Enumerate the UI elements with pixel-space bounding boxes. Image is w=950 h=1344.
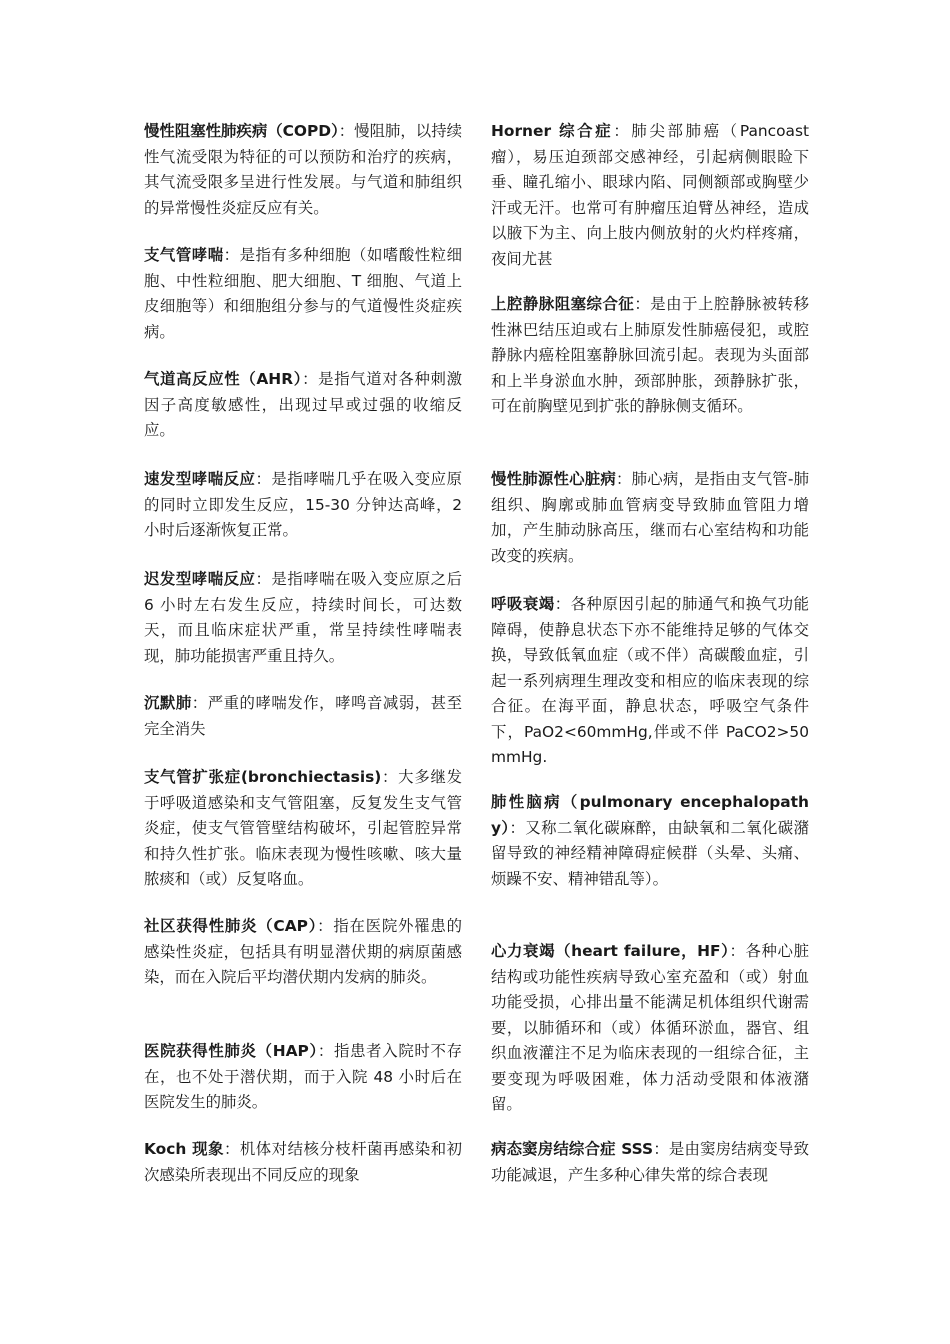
entry-term: 呼吸衰竭 (491, 595, 555, 613)
entry-definition: ：肺心病，是指由支气管-肺组织、胸廓或肺血管病变导致肺血管阻力增加，产生肺动脉高压，继而右心室结构和功能改变的疾病。 (491, 470, 809, 565)
glossary-entry-cap (144, 914, 462, 991)
entry-definition: ：是指哮喘在吸入变应原之后 6 小时左右发生反应，持续时间长，可达数天，而且临床症状严重，常呈持续性哮喘表现，肺功能损害严重且持久。 (144, 570, 462, 665)
entry-term: 沉默肺 (144, 694, 192, 712)
entry-term: 肺性脑病（pulmonary encephalopathy） (491, 793, 809, 837)
entry-term: Horner 综合症 (491, 122, 614, 140)
glossary-entry-pulmonary-encephalopathy (491, 790, 809, 892)
entry-definition: ：指在医院外罹患的感染性炎症，包括具有明显潜伏期的病原菌感染，而在入院后平均潜伏期内发病的肺炎。 (144, 917, 462, 986)
glossary-entry-asthma (144, 243, 462, 345)
entry-definition: ：是由于上腔静脉被转移性淋巴结压迫或右上肺原发性肺癌侵犯，或腔静脉内癌栓阻塞静脉回流引起。表现为头面部和上半身淤血水肿，颈部肿胀，颈静脉扩张，可在前胸壁见到扩张的静脉侧支循环。 (491, 295, 809, 415)
entry-term: 气道高反应性（AHR） (144, 370, 303, 388)
entry-definition: ：肺尖部肺癌（Pancoast 瘤），易压迫颈部交感神经，引起病侧眼睑下垂、瞳孔缩小、眼球内陷、同侧额部或胸壁少汗或无汗。也常可有肿瘤压迫臂丛神经，造成以腋下为主、向上肢内侧放射的火灼样疼痛，夜间尤甚 (491, 122, 809, 268)
glossary-entry-koch (144, 1137, 462, 1188)
glossary-entry-sss (491, 1137, 809, 1188)
glossary-entry-copd (144, 119, 462, 221)
glossary-entry-horner (491, 119, 809, 272)
entry-definition: ：各种心脏结构或功能性疾病导致心室充盈和（或）射血功能受损，心排出量不能满足机体组织代谢需要，以肺循环和（或）体循环淤血，器官、组织血液灌注不足为临床表现的一组综合征，主要变现为呼吸困难，体力活动受限和体液潴留。 (491, 942, 809, 1113)
entry-term: 速发型哮喘反应 (144, 470, 256, 488)
entry-term: 迟发型哮喘反应 (144, 570, 256, 588)
entry-definition: ：大多继发于呼吸道感染和支气管阻塞，反复发生支气管炎症，使支气管管壁结构破坏，引起管腔异常和持久性扩张。临床表现为慢性咳嗽、咳大量脓痰和（或）反复咯血。 (144, 768, 462, 888)
glossary-entry-immediate-asthma (144, 467, 462, 544)
entry-term: 医院获得性肺炎（HAP） (144, 1042, 318, 1060)
entry-definition: ：是由窦房结病变导致功能减退，产生多种心律失常的综合表现 (491, 1140, 809, 1184)
glossary-entry-cor-pulmonale (491, 467, 809, 569)
entry-term: 支气管扩张症(bronchiectasis) (144, 768, 382, 786)
entry-term: 慢性阻塞性肺疾病（COPD） (144, 122, 339, 140)
entry-definition: ：各种原因引起的肺通气和换气功能障碍，使静息状态下亦不能维持足够的气体交换，导致低氧血症（或不伴）高碳酸血症，引起一系列病理生理改变和相应的临床表现的综合征。在海平面，静息状态，呼吸空气条件下，PaO2<60mmHg,伴或不伴 PaCO2>50mmHg. (491, 595, 809, 766)
entry-definition: ：是指有多种细胞（如嗜酸性粒细胞、中性粒细胞、肥大细胞、T 细胞、气道上皮细胞等）和细胞组分参与的气道慢性炎症疾病。 (144, 246, 462, 341)
entry-definition: ：指患者入院时不存在，也不处于潜伏期，而于入院 48 小时后在医院发生的肺炎。 (144, 1042, 462, 1111)
glossary-entry-heart-failure (491, 939, 809, 1118)
entry-definition: ：又称二氧化碳麻醉，由缺氧和二氧化碳潴留导致的神经精神障碍症候群（头晕、头痛、烦躁不安、精神错乱等）。 (491, 818, 809, 888)
entry-definition: ：机体对结核分枝杆菌再感染和初次感染所表现出不同反应的现象 (144, 1140, 462, 1184)
entry-term: Koch 现象 (144, 1140, 224, 1158)
glossary-entry-ahr (144, 367, 462, 444)
entry-term: 上腔静脉阻塞综合征 (491, 295, 635, 313)
entry-term: 社区获得性肺炎（CAP） (144, 917, 318, 935)
entry-definition: ：是指哮喘几乎在吸入变应原的同时立即发生反应，15-30 分钟达高峰，2 小时后逐渐恢复正常。 (144, 470, 462, 539)
glossary-entry-late-asthma (144, 567, 462, 669)
entry-definition: ：是指气道对各种刺激因子高度敏感性，出现过早或过强的收缩反应。 (144, 370, 462, 439)
glossary-entry-svc-syndrome (491, 292, 809, 420)
entry-definition: ：慢阻肺，以持续性气流受限为特征的可以预防和治疗的疾病，其气流受限多呈进行性发展。与气道和肺组织的异常慢性炎症反应有关。 (144, 122, 462, 217)
entry-term: 慢性肺源性心脏病 (491, 470, 616, 488)
entry-definition: ：严重的哮喘发作，哮鸣音减弱，甚至完全消失 (144, 694, 462, 738)
glossary-entry-silent-lung (144, 691, 462, 742)
glossary-entry-bronchiectasis (144, 765, 462, 893)
glossary-entry-respiratory-failure (491, 592, 809, 771)
entry-term: 心力衰竭（heart failure，HF） (491, 942, 730, 960)
glossary-entry-hap (144, 1039, 462, 1116)
entry-term: 病态窦房结综合症 SSS (491, 1140, 654, 1158)
entry-term: 支气管哮喘 (144, 246, 224, 264)
